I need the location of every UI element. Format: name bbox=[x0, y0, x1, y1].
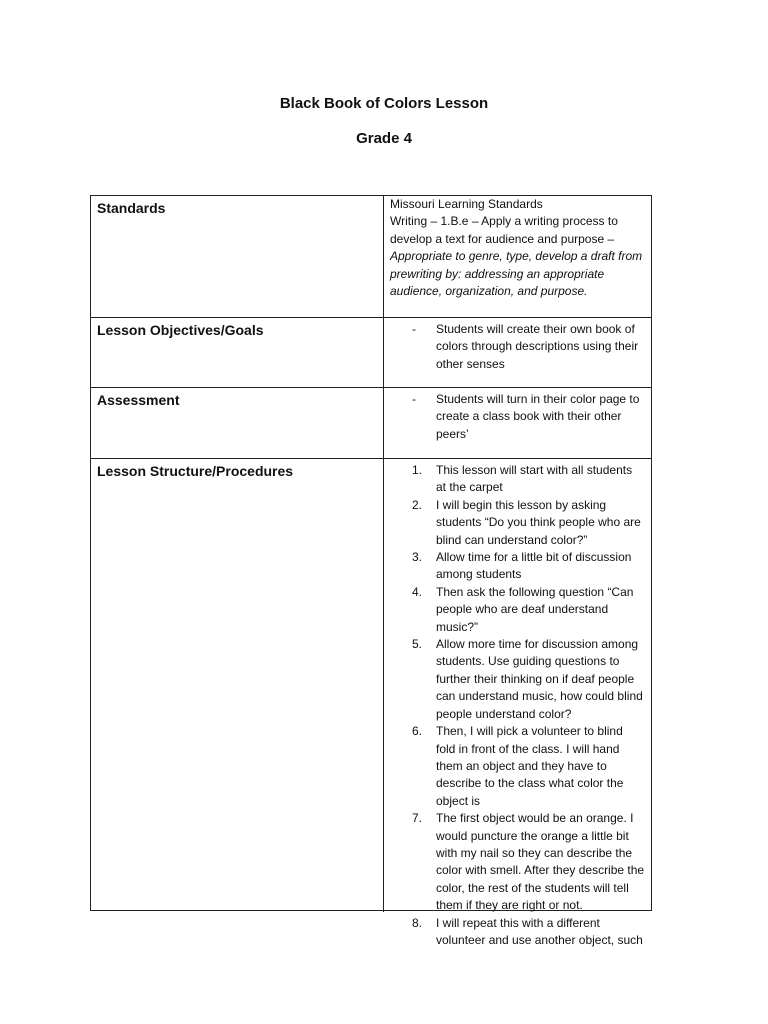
standards-label: Standards bbox=[91, 196, 384, 317]
table-row-standards bbox=[91, 196, 651, 317]
table-row-assessment bbox=[91, 387, 651, 458]
step-number: 3. bbox=[412, 550, 423, 565]
standards-source: Missouri Learning Standards bbox=[390, 197, 543, 211]
objective-text: Students will create their own book of colors through descriptions using their other senses bbox=[436, 322, 639, 371]
standards-description: Appropriate to genre, type, develop a draft from prewriting by: addressing an appropriate audience, organization, and purpose. bbox=[390, 249, 643, 299]
procedure-step bbox=[390, 810, 645, 914]
procedure-step bbox=[390, 497, 645, 549]
bullet-marker: - bbox=[412, 322, 416, 336]
step-text: Allow time for a little bit of discussion among students bbox=[436, 550, 632, 582]
step-text: I will begin this lesson by asking students “Do you think people who are blind can understand color?” bbox=[436, 497, 641, 547]
step-text: The first object would be an orange. I would puncture the orange a little bit with my nail so they can describe the color with smell. After they describe the color, the rest of the students will tell them if they are right or not. bbox=[436, 811, 645, 913]
step-number: 8. bbox=[412, 915, 423, 930]
list-item bbox=[390, 321, 645, 373]
assessment-content bbox=[384, 388, 651, 458]
step-number: 5. bbox=[412, 637, 423, 652]
step-text: Then, I will pick a volunteer to blind fold in front of the class. I will hand them an object and they have to describe to the class what color the object is bbox=[436, 724, 624, 808]
table-row-procedures bbox=[91, 458, 651, 947]
objectives-label: Lesson Objectives/Goals bbox=[91, 318, 384, 387]
step-text: This lesson will start with all students at the carpet bbox=[436, 463, 633, 495]
step-number: 2. bbox=[412, 497, 423, 512]
standards-writing: Writing – 1.B.e – Apply a writing process to develop a text for audience and purpose – bbox=[390, 214, 618, 246]
step-text: Allow more time for discussion among students. Use guiding questions to further their thinking on if deaf people can understand music, how could blind people understand color? bbox=[436, 637, 643, 721]
step-number: 6. bbox=[412, 724, 423, 739]
procedure-step bbox=[390, 584, 645, 636]
table-row-objectives bbox=[91, 317, 651, 387]
step-text: Then ask the following question “Can people who are deaf understand music?” bbox=[436, 584, 634, 634]
document-title: Black Book of Colors Lesson bbox=[279, 95, 489, 112]
standards-content bbox=[384, 196, 651, 317]
step-number: 1. bbox=[412, 463, 423, 477]
procedure-step bbox=[390, 915, 645, 950]
procedure-step bbox=[390, 723, 645, 810]
procedure-step bbox=[390, 549, 645, 584]
procedure-step bbox=[390, 636, 645, 723]
bullet-marker: - bbox=[412, 392, 416, 406]
step-number: 7. bbox=[412, 811, 423, 826]
procedures-content bbox=[384, 459, 651, 947]
list-item bbox=[390, 391, 645, 443]
assessment-label: Assessment bbox=[91, 388, 384, 458]
procedure-step bbox=[390, 462, 645, 497]
assessment-text: Students will turn in their color page to create a class book with their other peers’ bbox=[436, 392, 640, 441]
lesson-table bbox=[90, 195, 652, 947]
grade-heading: Grade 4 bbox=[356, 130, 412, 147]
step-number: 4. bbox=[412, 584, 423, 599]
step-text: I will repeat this with a different volunteer and use another object, such bbox=[436, 915, 643, 947]
objectives-content bbox=[384, 318, 651, 387]
procedures-label: Lesson Structure/Procedures bbox=[91, 459, 384, 912]
